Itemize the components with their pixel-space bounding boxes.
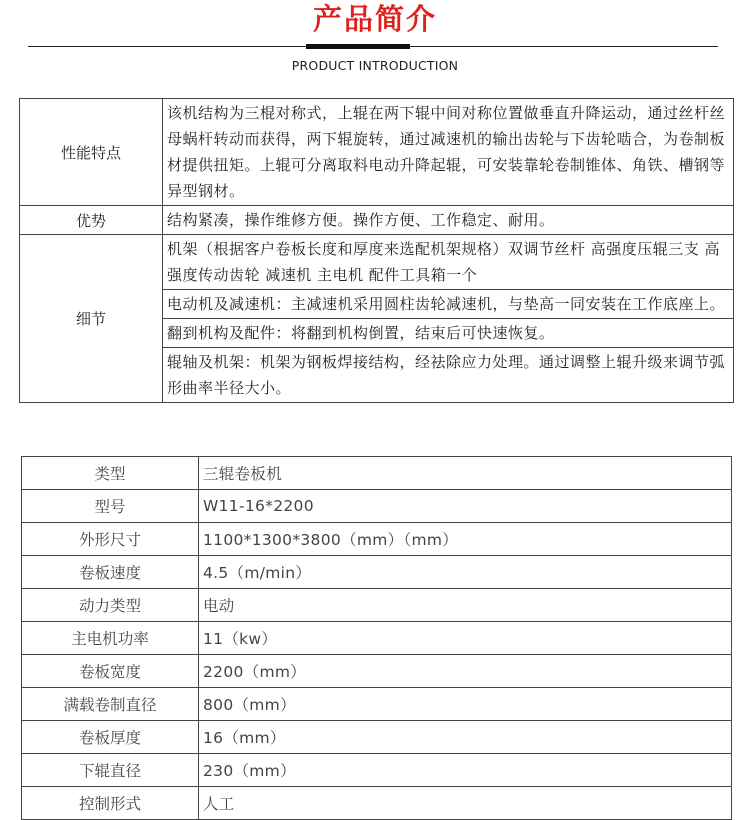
spec-value: 2200（mm） xyxy=(199,655,732,688)
spec-key: 卷板速度 xyxy=(22,556,199,589)
spec-row xyxy=(22,622,732,655)
page-title: 产品简介 xyxy=(312,2,437,36)
spec-row xyxy=(22,721,732,754)
performance-text: 该机结构为三棍对称式，上辊在两下辊中间对称位置做垂直升降运动，通过丝杆丝母蜗杆转动而获得，两下辊旋转，通过减速机的输出齿轮与下齿轮啮合，为卷制板材提供扭矩。上辊可分离取料电动升降起辊，可安装靠轮卷制锥体、角铁、槽钢等异型钢材。 xyxy=(163,99,734,206)
page-subtitle: PRODUCT INTRODUCTION xyxy=(291,58,459,73)
spec-key: 卷板厚度 xyxy=(22,721,199,754)
spec-row xyxy=(22,457,732,490)
spec-value: 电动 xyxy=(199,589,732,622)
spec-value: 11（kw） xyxy=(199,622,732,655)
details-label: 细节 xyxy=(20,235,163,403)
details-row xyxy=(20,235,734,290)
details-item: 辊轴及机架：机架为钢板焊接结构，经祛除应力处理。通过调整上辊升级来调节弧形曲率半径大小。 xyxy=(163,348,734,403)
spec-key: 下辊直径 xyxy=(22,754,199,787)
advantage-text: 结构紧凑，操作维修方便。操作方便、工作稳定、耐用。 xyxy=(163,206,734,235)
spec-row xyxy=(22,787,732,820)
page-header xyxy=(0,0,750,90)
spec-row xyxy=(22,490,732,523)
spec-row xyxy=(22,523,732,556)
performance-label: 性能特点 xyxy=(20,99,163,206)
spec-row xyxy=(22,688,732,721)
spec-value: 4.5（m/min） xyxy=(199,556,732,589)
spec-key: 卷板宽度 xyxy=(22,655,199,688)
spec-row xyxy=(22,556,732,589)
spec-row xyxy=(22,655,732,688)
spec-value: 三辊卷板机 xyxy=(199,457,732,490)
spec-key: 型号 xyxy=(22,490,199,523)
spec-key: 类型 xyxy=(22,457,199,490)
spec-key: 主电机功率 xyxy=(22,622,199,655)
spec-value: 16（mm） xyxy=(199,721,732,754)
advantage-row xyxy=(20,206,734,235)
title-underline-accent xyxy=(306,44,410,49)
spec-value: W11-16*2200 xyxy=(199,490,732,523)
spec-key: 动力类型 xyxy=(22,589,199,622)
spec-value: 人工 xyxy=(199,787,732,820)
spec-key: 外形尺寸 xyxy=(22,523,199,556)
details-item: 电动机及减速机：主减速机采用圆柱齿轮减速机，与垫高一同安装在工作底座上。 xyxy=(163,290,734,319)
spec-row xyxy=(22,589,732,622)
spec-row xyxy=(22,754,732,787)
advantage-label: 优势 xyxy=(20,206,163,235)
features-table xyxy=(19,98,734,403)
details-item: 机架（根据客户卷板长度和厚度来选配机架规格）双调节丝杆 高强度压辊三支 高强度传动齿轮 减速机 主电机 配件工具箱一个 xyxy=(163,235,734,290)
performance-row xyxy=(20,99,734,206)
spec-value: 800（mm） xyxy=(199,688,732,721)
details-item: 翻到机构及配件：将翻到机构倒置，结束后可快速恢复。 xyxy=(163,319,734,348)
spec-value: 230（mm） xyxy=(199,754,732,787)
spec-value: 1100*1300*3800（mm）（mm） xyxy=(199,523,732,556)
spec-key: 控制形式 xyxy=(22,787,199,820)
specs-table xyxy=(21,456,732,820)
spec-key: 满载卷制直径 xyxy=(22,688,199,721)
